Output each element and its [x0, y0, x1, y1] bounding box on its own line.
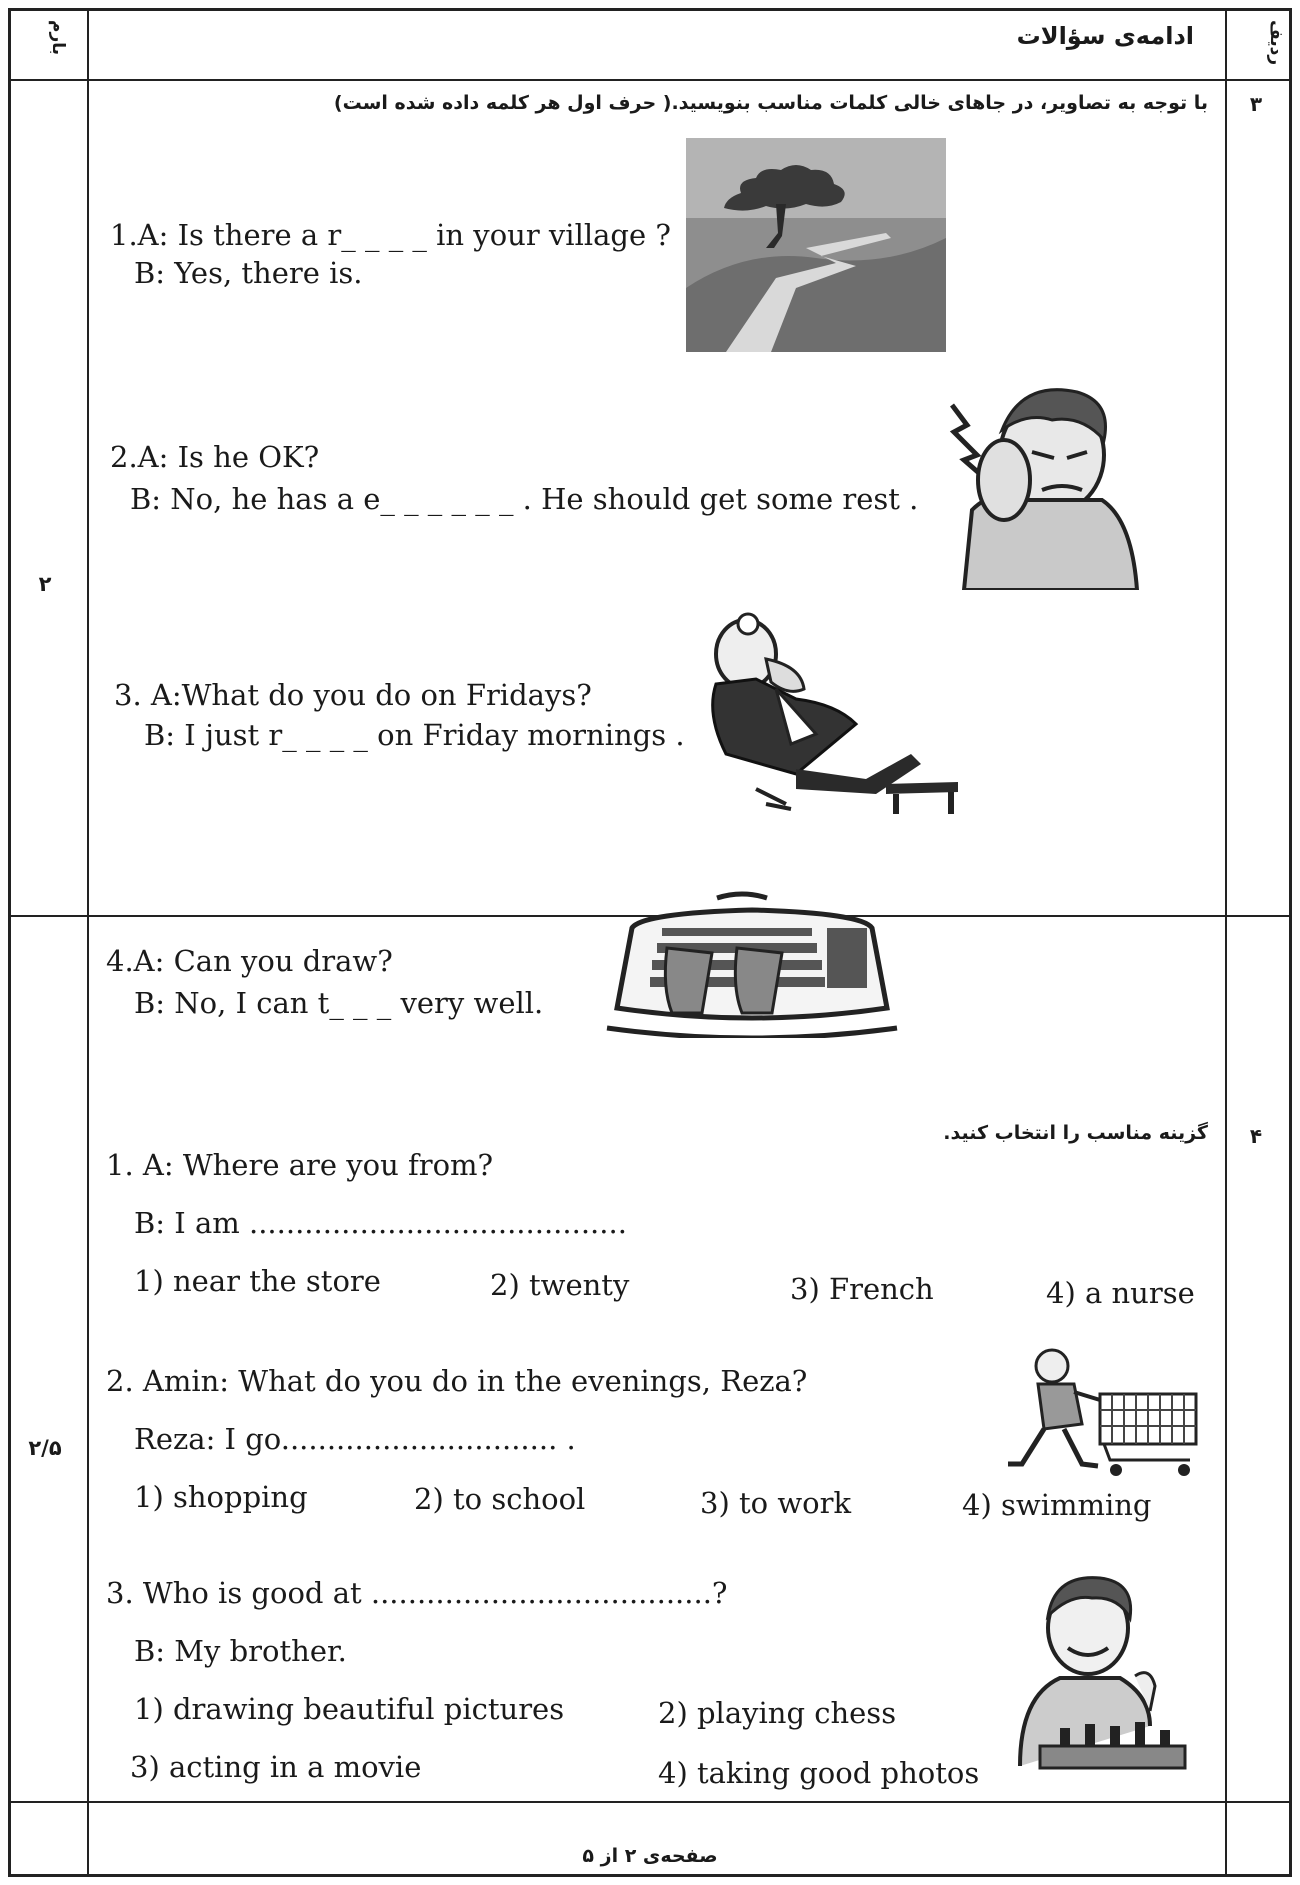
header-divider	[11, 79, 1289, 81]
row-column-divider	[1225, 11, 1227, 1874]
score-column-divider	[87, 11, 89, 1874]
q4-item-1-answer: B: I am .........................................	[134, 1206, 627, 1240]
q4-item-3-option-4: 4) taking good photos	[658, 1756, 980, 1790]
question-3-instruction: با توجه به تصاویر، در جاهای خالی کلمات مناسب بنویسید.( حرف اول هر کلمه داده شده است)	[333, 92, 1208, 114]
q4-item-1-option-2: 2) twenty	[490, 1268, 630, 1302]
q4-item-3-option-3: 3) acting in a movie	[130, 1750, 422, 1784]
q3-item-4-answer: B: No, I can t_ _ _ very well.	[134, 986, 544, 1020]
q4-item-2-question: 2. Amin: What do you do in the evenings, Reza?	[106, 1364, 808, 1398]
relaxing-man-image	[696, 604, 966, 828]
q3-item-1-question: 1.A: Is there a r_ _ _ _ in your village ?	[110, 218, 671, 252]
q3-item-1-answer: B: Yes, there is.	[134, 256, 363, 290]
page-number: صفحه‌ی ۲ از ۵	[582, 1845, 718, 1867]
keyboard-typing-image	[602, 888, 902, 1042]
q4-item-3-question: 3. Who is good at .....................................?	[106, 1576, 728, 1610]
question-4-number: ۴	[1249, 1124, 1263, 1148]
q3-item-4-question: 4.A: Can you draw?	[106, 944, 393, 978]
q3-item-2-answer: B: No, he has a e_ _ _ _ _ _ . He should get some rest .	[130, 482, 919, 516]
q4-item-2-option-4: 4) swimming	[962, 1488, 1152, 1522]
q3-item-3-question: 3. A:What do you do on Fridays?	[114, 678, 592, 712]
road-image	[686, 138, 946, 356]
q4-item-1-option-4: 4) a nurse	[1046, 1276, 1195, 1310]
question-3-score: ۲	[38, 572, 52, 596]
q4-item-3-answer: B: My brother.	[134, 1634, 347, 1668]
q4-item-1-question: 1. A: Where are you from?	[106, 1148, 494, 1182]
question-4-score: ۲/۵	[28, 1436, 62, 1460]
question-3-number: ۳	[1249, 92, 1263, 116]
row-column-header: ردیف	[1266, 20, 1286, 66]
q4-item-1-option-3: 3) French	[790, 1272, 934, 1306]
question-4-instruction: گزینه مناسب را انتخاب کنید.	[943, 1122, 1208, 1144]
q4-item-2-answer: Reza: I go.............................. .	[134, 1422, 576, 1456]
q4-item-1-option-1: 1) near the store	[134, 1264, 381, 1298]
page-title: ادامه‌ی سؤالات	[1016, 22, 1194, 50]
shopping-cart-image	[1004, 1344, 1200, 1484]
q3-item-2-question: 2.A: Is he OK?	[110, 440, 320, 474]
chess-player-image	[1000, 1566, 1190, 1780]
q4-item-3-option-1: 1) drawing beautiful pictures	[134, 1692, 565, 1726]
q4-item-2-option-1: 1) shopping	[134, 1480, 308, 1514]
headache-man-image	[942, 380, 1142, 594]
score-column-header: بارم	[48, 20, 68, 56]
q4-item-2-option-2: 2) to school	[414, 1482, 586, 1516]
footer-divider	[11, 1801, 1289, 1803]
q3-item-3-answer: B: I just r_ _ _ _ on Friday mornings .	[144, 718, 685, 752]
q4-item-3-option-2: 2) playing chess	[658, 1696, 897, 1730]
q4-item-2-option-3: 3) to work	[700, 1486, 852, 1520]
